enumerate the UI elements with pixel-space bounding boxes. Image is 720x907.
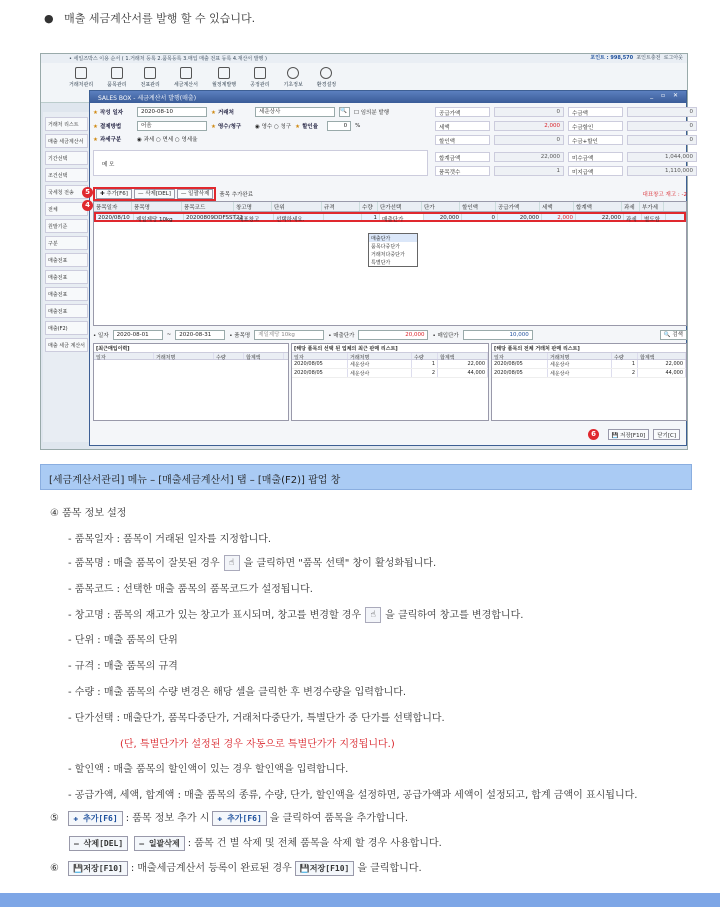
search-icon[interactable]: 🔍	[339, 107, 350, 117]
tax-label: ★ 과세구분	[93, 135, 133, 143]
left-item[interactable]: 매출(F2)	[45, 321, 88, 335]
info-icon	[287, 67, 299, 79]
section-heading: ④ 품목 정보 설정	[50, 508, 127, 519]
pointer-icon: ☝	[365, 607, 381, 623]
slips-icon	[144, 67, 156, 79]
figure-caption: [세금계산서관리] 메뉴 – [매출세금계산서] 탭 – [매출(F2)] 팝업 창	[40, 464, 692, 490]
left-item[interactable]: 매출전표	[45, 253, 88, 267]
badge-4: 4	[82, 200, 93, 211]
bg-window-title: • 세일즈박스 이용 순서 ( 1.거래처 등록 2.품목등록 3.매입 매출 전표 등록 4.재산서 발행 ) 포인트 : 998,570 포인트충전 로그아웃	[41, 54, 687, 63]
add-item-button[interactable]: ✚ 추가[F6]	[96, 189, 132, 199]
close-button[interactable]: 닫기[C]	[653, 429, 680, 440]
badge-5: 5	[82, 187, 93, 198]
desc-unit: - 단위 : 매출 품목의 단위	[68, 635, 178, 646]
all-sales-panel: [해당 품목의 전체 거래처 판매 리스트] 일자 거래처명 수량 합계액 2020/08/05 세운상사 1 22,000 2020/08/05 세운상사 2 44,000	[491, 343, 687, 421]
percent-unit: %	[355, 123, 361, 129]
desc-item-name: - 품목명 : 매출 품목이 잘못된 경우 ☝ 을 클릭하면 "품목 선택" 창이 활성화됩니다.	[68, 554, 436, 571]
delete-all-button-image: — 일괄삭제	[134, 836, 185, 851]
left-item[interactable]: 매출전표	[45, 304, 88, 318]
left-panel	[43, 112, 91, 442]
dropdown-option[interactable]: 매출단가	[369, 234, 417, 242]
invoice-icon	[180, 67, 192, 79]
list-item[interactable]: 2020/08/05 세운상사 2 44,000	[492, 369, 686, 378]
price-select[interactable]: 매출단가	[380, 214, 424, 220]
badge-6: 6	[588, 429, 599, 440]
discount-amount-label: 할인액	[435, 135, 490, 145]
client-sales-panel: [해당 품목의 선택 된 업체의 최근 판매 리스트] 일자 거래처명 수량 합계액 2020/08/05 세운상사 1 22,000 2020/08/05 세운상사 2 44,000	[291, 343, 489, 421]
gear-icon	[320, 67, 332, 79]
date-input[interactable]: 2020-08-10	[137, 107, 207, 117]
search-row: • 일자 2020-08-01 ~ 2020-08-31 • 품목명 제일제당 10kg • 매출단가 20,000 • 매입단가 10,000 🔍 검색	[93, 329, 687, 340]
bottom-strip	[0, 893, 720, 907]
desc-item-code: - 품목코드 : 선택한 매출 품목의 품목코드가 설정됩니다.	[68, 584, 313, 595]
left-item[interactable]: 매출 세금 계산서	[45, 338, 88, 352]
sale-price-input[interactable]: 20,000	[358, 330, 428, 340]
delete-all-button[interactable]: — 일괄삭제	[177, 189, 214, 199]
search-button[interactable]: 🔍 검색	[660, 330, 687, 340]
recent-purchase-panel: [최근매입이력] 일자 거래처명 수량 합계액	[93, 343, 289, 421]
memo-field[interactable]: 메 모	[93, 150, 428, 176]
delete-button-image: — 삭제[DEL]	[69, 836, 128, 851]
left-item[interactable]: 매출 세금계산서	[45, 134, 88, 148]
invoice-form	[93, 107, 693, 183]
toolbar-process[interactable]: 공정관리	[250, 67, 269, 98]
collect-plus-label: 수금+할인	[568, 135, 623, 145]
tax-amount-label: 세액	[435, 121, 490, 131]
left-item[interactable]: 거래처 리스트	[45, 117, 88, 131]
toolbar-items[interactable]: 품목관리	[107, 67, 126, 98]
dropdown-option[interactable]: 품목다중단가	[371, 244, 400, 250]
left-item[interactable]: 매출전표	[45, 270, 88, 284]
unpaid-pay-value: 1,110,000	[627, 166, 697, 176]
points-display: 포인트 : 998,570	[590, 55, 634, 61]
collect-plus-value: 0	[627, 135, 697, 145]
items-icon	[111, 67, 123, 79]
receipt-radio[interactable]: ◉ 영수 ○ 청구	[255, 124, 292, 130]
toolbar-tax-invoice[interactable]: 세금계산서	[174, 67, 198, 98]
collect-label: 수금액	[568, 107, 623, 117]
desc-discount: - 할인액 : 매출 품목의 할인액이 있는 경우 할인액을 입력합니다.	[68, 764, 349, 775]
total-value: 22,000	[494, 152, 564, 162]
item-search-input[interactable]: 제일제당 10kg	[254, 330, 324, 340]
stock-info: 대표창고 재고 : -2	[642, 191, 687, 198]
chart-icon	[254, 67, 266, 79]
temp-issue-checkbox[interactable]: ☐ 임의분 발행	[354, 110, 390, 116]
toolbar-basic-info[interactable]: 기초정보	[283, 67, 302, 98]
from-date-input[interactable]: 2020-08-01	[113, 330, 163, 340]
toolbar-settings[interactable]: 환경설정	[317, 67, 336, 98]
sales-dialog	[85, 90, 693, 446]
app-screenshot	[40, 53, 693, 450]
explanation-body	[40, 490, 692, 885]
save-button-image: 💾저장[F10]	[295, 861, 355, 876]
list-item[interactable]: 2020/08/05 세운상사 1 22,000	[292, 360, 488, 369]
status-text: 품목 추가완료	[219, 191, 254, 198]
item-count-label: 품목갯수	[435, 166, 490, 176]
save-button[interactable]: 💾 저장[F10]	[608, 429, 650, 440]
dialog-footer	[608, 429, 680, 440]
grid-header: 품목일자 품목명 품목코드 창고명 단위 규격 수량 단가선택 단가 할인액 공급가액 세액 합계액 과세 부가세	[94, 202, 686, 212]
list-item[interactable]: 2020/08/05 세운상사 1 22,000	[492, 360, 686, 369]
desc-save: ⑥ 💾저장[F10] : 매출세금계산서 등록이 완료된 경우 💾저장[F10] 을 클릭합니다.	[50, 859, 422, 876]
add-button-image: ✚ 추가[F6]	[68, 811, 122, 826]
calendar-icon	[218, 67, 230, 79]
date-label: ★ 작성 일자	[93, 108, 133, 116]
desc-spec: - 규격 : 매출 품목의 규격	[68, 661, 178, 672]
collect-discount-label: 수금할인	[568, 121, 623, 131]
toolbar-monthly[interactable]: 월정계발행	[212, 67, 236, 98]
history-panels	[93, 343, 687, 421]
save-button-image: 💾저장[F10]	[68, 861, 128, 876]
unpaid-value: 1,044,000	[627, 152, 697, 162]
dropdown-option[interactable]: 거래처다중단가	[371, 252, 405, 258]
collect-value: 0	[627, 107, 697, 117]
window-controls[interactable]: _ ▫ ✕	[650, 92, 681, 99]
client-input[interactable]: 세운상사	[255, 107, 335, 117]
unpaid-pay-label: 미지급액	[568, 166, 623, 176]
desc-quantity: - 수량 : 매출 품목의 수량 변경은 해당 셀을 클릭한 후 변경수량을 입력합니다.	[68, 687, 407, 698]
buy-price-input[interactable]: 10,000	[463, 330, 533, 340]
client-label: ★ 거래처	[211, 108, 251, 116]
left-item: 원발기준	[45, 219, 88, 233]
left-item[interactable]: 매출전표	[45, 287, 88, 301]
tax-amount-value: 2,000	[494, 121, 564, 131]
dialog-title: SALES BOX - 세금계산서 발행(매출) _ ▫ ✕	[90, 91, 686, 103]
discount-amount-value: 0	[494, 135, 564, 145]
item-toolbar	[93, 188, 687, 199]
collect-discount-value: 0	[627, 121, 697, 131]
note-special-price: (단, 특별단가가 설정된 경우 자동으로 특별단가가 지정됩니다.)	[120, 739, 395, 750]
charge-points-button[interactable]: 포인트충전	[636, 55, 661, 61]
total-label: 합계금액	[435, 152, 490, 162]
desc-warehouse: - 창고명 : 품목의 재고가 있는 창고가 표시되며, 창고를 변경할 경우 ☝ 을 클릭하여 창고를 변경합니다.	[68, 606, 523, 623]
item-toolbar-highlight	[93, 187, 216, 201]
delete-item-button[interactable]: — 삭제[DEL]	[134, 189, 175, 199]
discount-label: ★ 할인율	[295, 122, 323, 130]
intro-text: ● 매출 세금계산서를 발행 할 수 있습니다.	[44, 12, 256, 25]
logout-button[interactable]: 로그아웃	[663, 55, 683, 61]
toolbar-slips[interactable]: 전표관리	[140, 67, 159, 98]
toolbar-client[interactable]: 거래처관리	[69, 67, 93, 98]
desc-item-date: - 품목일자 : 품목이 거래된 일자를 지정합니다.	[68, 534, 272, 545]
left-item[interactable]: 구분	[45, 236, 88, 250]
left-item[interactable]: 기간선택	[45, 151, 88, 165]
table-row[interactable]: 2020/08/10 제일제당 10kg 20200809DDFSST22 대표창고 선택하세요. 1 매출단가 20,000 0 20,000 2,000 22,000 과세 별도함	[94, 212, 686, 222]
pay-select[interactable]: 어음	[137, 121, 207, 131]
discount-input[interactable]: 0	[327, 121, 351, 131]
pay-label: ★ 결제방법	[93, 122, 133, 130]
unpaid-label: 미수금액	[568, 152, 623, 162]
desc-add: ⑤ ✚ 추가[F6] : 품목 정보 추가 시 ✚ 추가[F6] 을 클릭하여 품목을 추가합니다.	[50, 809, 408, 826]
client-icon	[75, 67, 87, 79]
dropdown-option[interactable]: 특별단가	[371, 260, 391, 266]
add-button-image: ✚ 추가[F6]	[212, 811, 266, 826]
to-date-input[interactable]: 2020-08-31	[175, 330, 225, 340]
desc-amounts: - 공급가액, 세액, 합계액 : 매출 품목의 종류, 수량, 단가, 할인액을 설정하면, 공급가액과 세액이 설정되고, 합계 금액이 표시됩니다.	[68, 790, 638, 801]
receipt-label: ★ 영수/청구	[211, 122, 251, 130]
desc-price-select: - 단가선택 : 매출단가, 품목다중단가, 거래처다중단가, 특별단가 중 단가를 선택합니다.	[68, 713, 445, 724]
item-count-value: 1	[494, 166, 564, 176]
tax-radio[interactable]: ◉ 과세 ○ 면세 ○ 영세율	[137, 137, 198, 143]
left-item[interactable]: 전체	[45, 202, 88, 216]
supply-value: 0	[494, 107, 564, 117]
left-item[interactable]: 조건선택	[45, 168, 88, 182]
price-dropdown[interactable]	[368, 233, 418, 267]
supply-label: 공급가액	[435, 107, 490, 117]
pointer-icon: ☝	[224, 555, 240, 571]
left-item[interactable]: 국세청 전송	[45, 185, 88, 199]
list-item[interactable]: 2020/08/05 세운상사 2 44,000	[292, 369, 488, 378]
desc-delete: — 삭제[DEL] — 일괄삭제 : 품목 건 별 삭제 및 전체 품목을 삭제 할 경우 사용합니다.	[66, 834, 442, 851]
item-grid	[93, 201, 687, 326]
